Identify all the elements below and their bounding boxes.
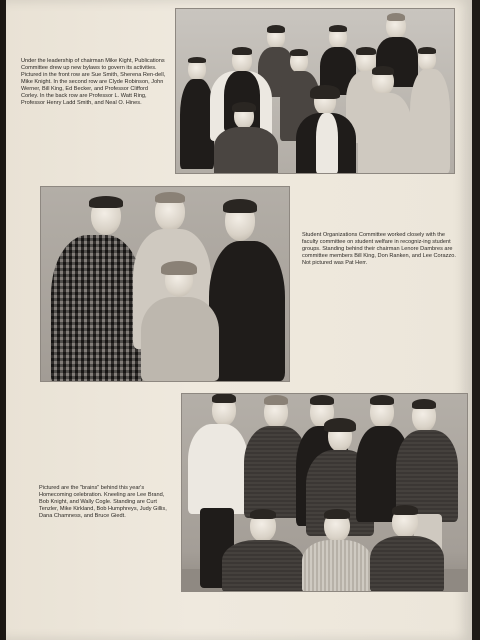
yearbook-page	[6, 0, 472, 640]
publications-committee-photo	[175, 8, 455, 174]
homecoming-committee-photo	[181, 393, 468, 592]
student-organizations-committee-caption: Student Organizations Committee worked closely with the faculty committee on student welfare in recogniz-ing student groups. Standing behind their chairman Lenore Dambres are committee members Bill King, Don Ranken, and Lee Corazzo. Not pictured was Pat Herr.	[302, 232, 456, 266]
publications-committee-caption: Under the leadership of chairman Mike Kight, Publications Committee drew up new bylaws to govern its activities. Pictured in the front row are Sue Smith, Sherena Ren-dell, Mike Knight. In the second row are Clyde Robinson, John Werner, Bill King, Ed Becker, and Professor Clifford Corley. In the back row are Professor L. Watt Ring, Professor Henry Ladd Smith, and Neal O. Hines.	[21, 58, 166, 106]
homecoming-committee-caption: Pictured are the "brains" behind this year's Homecoming celebration. Kneeling are Lee Brand, Bob Knight, and Wally Cogle. Standing are Curt Tenzler, Mike Kirkland, Bob Humphreys, Judy Gillis, Dana Chamness, and Bruce Giedt.	[39, 485, 167, 519]
student-organizations-committee-photo	[40, 186, 290, 382]
